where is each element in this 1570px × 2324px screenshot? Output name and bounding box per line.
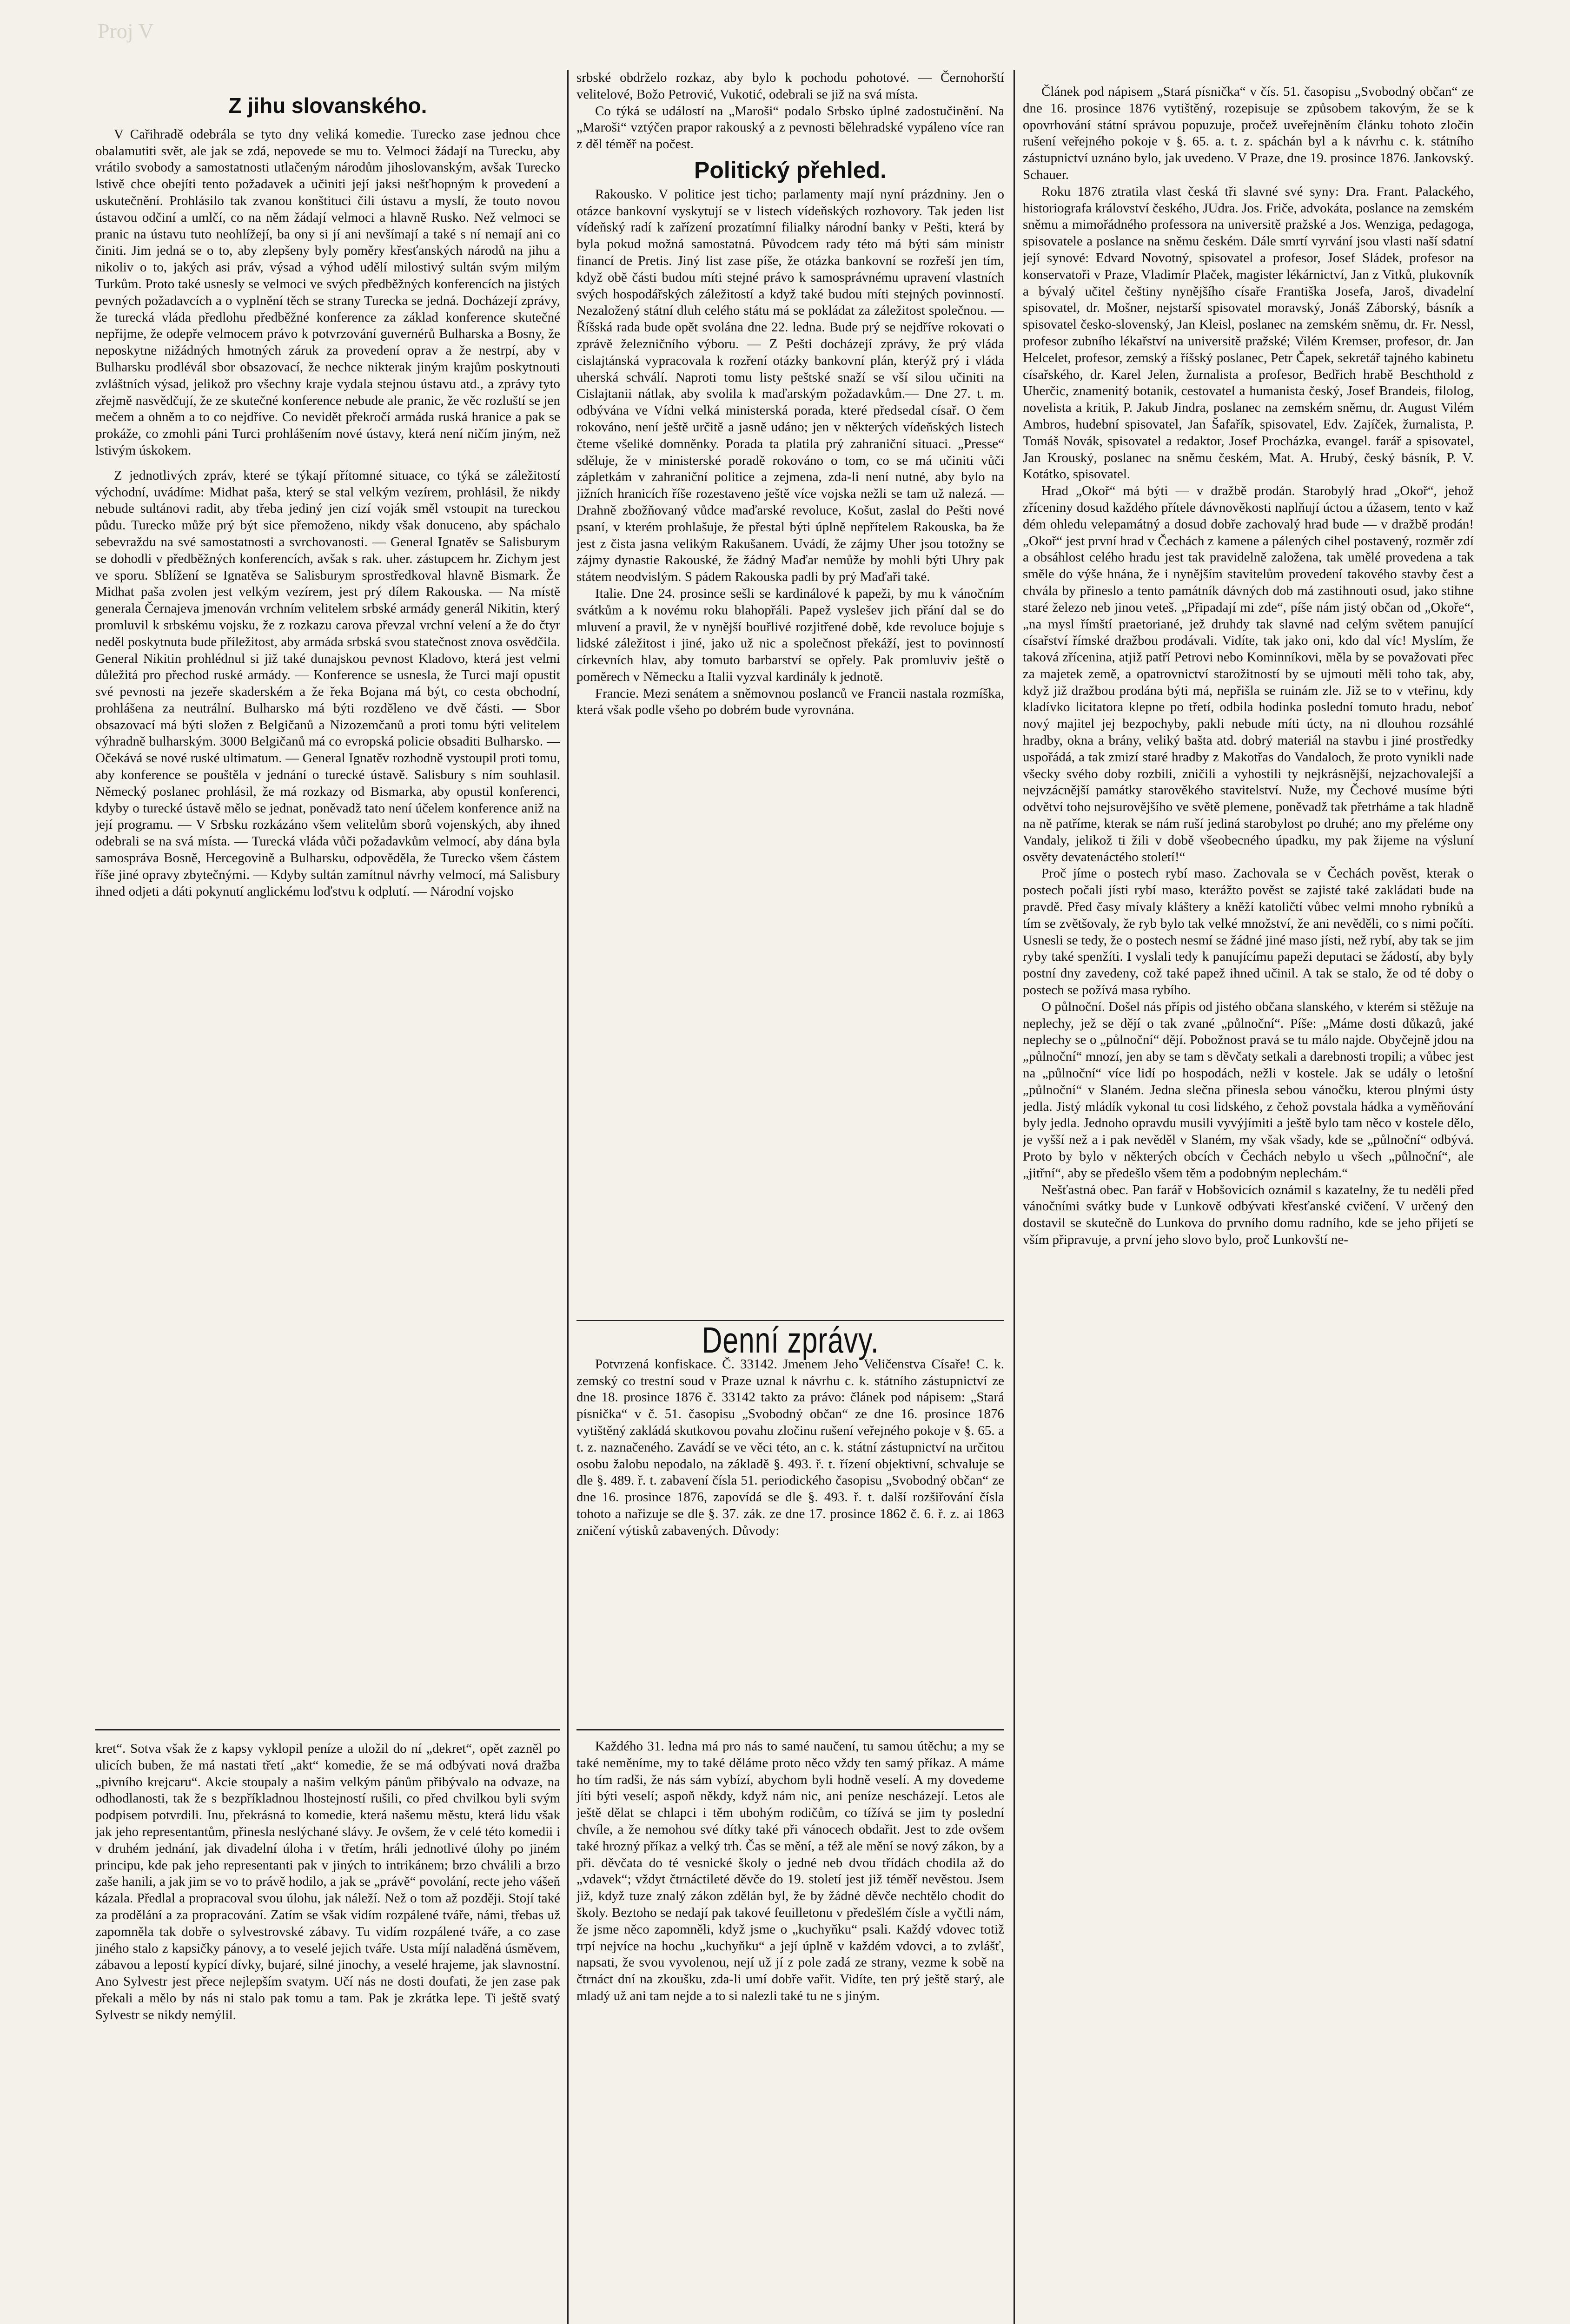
- article-paragraph: Hrad „Okoř“ má býti — v dražbě prodán. Starobylý hrad „Okoř“, jehož zříceniny dosud každého přítele dávnověkosti naplňují úctou a úžasem, tento v kaž dém ohledu velepamátný a dosud dobře zachovalý hrad bude — v dražbě prodán! „Okoř“ jest první hrad v Čechách z kamene a pálených cihel postavený, rozměr zdí a obsáhlost celého hradu jest tak pravidelně založena, tak umělé provedena a tak směle do výše hnána, že i nynějším stavitelům provedení takového stavby čest a chvála by přineslo a tento památník dávných dob má zastihnouti osud, jako stihne staré železo neb jinou veteš. „Připadají mi zde“, píše nám jistý občan od „Okoře“, „na mysl římští praetoriané, jež druhdy tak slavné nad celým světem panující císařství římské dražbou prodávali. Vidíte, tak jako oni, kdo dal víc! Myslím, že taková zřícenina, atjiž patří Petrovi nebo Kominníkovi, měla by se považovati přec za majetek země, a opatrovnictví starožitností by se ujmouti měli toho tak, aby, když již dražbou prodána býti má, nepřišla se ruinám zle. Již se to v vteřinu, kdy kladívko licitatora klepne po třetí, odbila hodinka poslední tomuto hradu, neboť nový majitel jej bezpochyby, pakli nebude míti úcty, na ni dlouhou rozsáhlé hradby, okna a brány, veliký bašta atd. dobrý materiál na stavbu i jiné prostředky uspořádá, a tak zmizí staré hradby z Makotřas do Vandaloch, že proto vynikli nade všecky svého doby rozbili, zničili a vyhostili ty nejkrásnější, nejzachovalejší a nejvzácnější památky starověkého stavitelství. Nuže, my Čechové musíme býti odvětví toho nejsurovějšího ve světě plemene, poněvadž tak přetrháme a tak hladně na ně patříme, kterak se nám ruší jediná starobylost po druhé; ano my přeléme ony Vandaly, jelikož ti žili v době všeobecného úpadku, my pak žijeme na výsluní osvěty devatenáctého století!“: [1023, 483, 1474, 865]
- article-paragraph: Roku 1876 ztratila vlast česká tři slavné své syny: Dra. Frant. Palackého, historiografa království českého, JUdra. Jos. Friče, advokáta, poslance na zemském sněmu a mimořádného professora na universitě pražské a Jos. Wenziga, pedagoga, spisovatele a poslance na sněmu českém. Dále smrtí vyrvání jsou vlasti naší sdatní její synové: Edvard Novotný, spisovatel a profesor, Josef Sládek, profesor na konservatoři v Praze, Vladimír Plaček, magister lékárnictví, Jan z Vitků, plukovník a bývalý učitel češtiny nynějšího císaře Františka Josefa, Jaroš, divadelní spisovatel, dr. Mošner, nejstarší spisovatel moravský, Jonáš Záborský, básník a spisovatel česko-slovenský, Jan Kleisl, poslanec na zemském sněmu, dr. Fr. Nessl, profesor zubního lékařství na universitě pražské; Vilém Kremser, profesor, dr. Jan Helcelet, profesor, zemský a říšský poslanec, Petr Čapek, sekretář tajného kabinetu císařského, dr. Karel Jelen, žurnalista a profesor, Bedřich hrabě Beschthold z Uherčic, znamenitý botanik, cestovatel a humanista český, Josef Brandeis, filolog, novelista a kritik, P. Jakub Jindra, poslanec na zemském sněmu, dr. August Vilém Ambros, hudební spisovatel, Jan Šafařík, spisovatel, Edv. Zajíček, žurnalista, P. Tomáš Novák, spisovatel a redaktor, Josef Procházka, evangel. farář a spisovatel, Jan Krouský, poslanec na sněmu českém, Mat. A. Hrubý, český básník, P. V. Kotátko, spisovatel.: [1023, 184, 1474, 482]
- headline-rule-top: [576, 1320, 1004, 1321]
- feuilleton-paragraph: kret“. Sotva však že z kapsy vyklopil peníze a uložil do ní „dekret“, opět zazněl po ulicích buben, že má nastati třetí „akt“ komedie, že se má odbývati nová dražba „pivního krejcaru“. Akcie stoupaly a našim velkým pánům přibývalo na odvaze, na odhodlanosti, tak že s bezpříkladnou lhostejností rušili, co před chvilkou byli svým podpisem potvrdili. Inu, překrásná to komedie, která našemu městu, která lidu však jak jeho representantům, přinesla neslýchané slávy. Je ovšem, že v celé této komedii i v druhém jednání, jak divadelní úloha i v třetím, hráli jednotlivé úlohy po jiném principu, kde pak jeho representanti pak v jiných to intrikánem; brzo chválili a brzo zaše hanili, a jak jim se vo to právě hodilo, a jak se „právě“ povolání, recte jeho vášeň kázala. Předlal a propracoval svou úlohu, jak náleží. Než o tom až později. Stojí také za prodělání a za propracování. Zatím se však vidím rozpálené tváře, námi, třebas už zapomněla tak dobře o sylvestrovské zábavy. Tu vidím rozpálené tváře, a co zase jiného stalo z kapsičky pánovy, a to veselé jejich tváře. Usta míjí naladěná úsměvem, zábavou a lepostí kypící dívky, bujaré, silné jinochy, a veselé hrajeme, jak slavnostní. Ano Sylvestr jest přece nejlepším svatym. Učí nás ne dosti doufati, že jen zase pak překali a mělo by nás ni stalo pak tomu a tam. Pak je zkrátka lepe. Ti ještě svatý Sylvestr se nikdy nemýlil.: [95, 1741, 560, 2022]
- column-2-denni: [576, 1325, 1004, 1724]
- heading-z-jihu: Z jihu slovanského.: [228, 93, 427, 118]
- article-paragraph: Článek pod nápisem „Stará písnička“ v čís. 51. časopisu „Svobodný občan“ ze dne 16. prosince 1876 vytištěný, rozepisuje se způsobem takovým, že se k opovrhování státní správou popuzuje, pročež uveřejněním článku tohoto zločin rušení veřejného pokoje v §. 65. a. t. z. spáchán byl a k návrhu c. k. státního zástupnictví uznáno bylo, jak uvedeno. V Praze, dne 19. prosince 1876. Jankovský. Schauer.: [1023, 84, 1474, 182]
- article-paragraph: srbské obdrželo rozkaz, aby bylo k pochodu pohotové. — Černohorští velitelové, Božo Petrović, Vukotić, odebrali se již na svá místa.: [576, 70, 1004, 102]
- article-paragraph: V Cařihradě odebrála se tyto dny veliká komedie. Turecko zase jednou chce obalamutiti svět, ale jak se zdá, nepovede se mu to. Velmoci žádají na Turecku, aby vrátilo svobody a samostatnosti utlačeným národům jihoslovanským, avšak Turecko lstivě chce obejíti tento požadavek a učiniti její jaksi nešťhopným k provedení a uskutečnění. Prohlásilo tak zvanou konštituci čili ústavu a myslí, že touto novou ústavou odčiní a umlčí, co na něm žádají velmoci a hlavně Rusko. Než velmoci se pranic na ústavu tuto neohlížejí, ba ony si jí ani nevšímají a také s ní nemají ani co činiti. Jim jedná se o to, aby zlepšeny byly poměry křesťanských národů na jihu a nikoliv o to, jakých asi práv, výsad a výhod udělí milostivý sultán svým milým Turkům. Proto také usnesly se velmoci ve svých předběžných konferencích na jistých pevných požadavcích a o vyplnění těch se strany Turecka se jedná. Docházejí zprávy, že turecká vláda předlohu předběžné konference za základ konference skutečné nepřijme, že odepře velmocem právo k potvrzování guvernérů Bulharska a Bosny, že neposkytne nižádných hmotných záruk za provedení oprav a že nestrpí, aby v Bulharsku prodlévál sbor obsazovací, že nechce nikterak jiným krajům poskytnouti zvláštních výsad, jelikož pro všechny kraje vydala stejnou ústavu atd., a zprávy tyto zřejmě nasvědčují, že ze skutečné konference nebude ale pranic, že věc rozluští se jen mečem a ohněm a to co nejdříve. Co nevidět překročí armáda ruská hranice a pak se prokáže, co zmohli páni Turci prohlášením nové ústavy, která není ničím jiným, než lstivým úskokem.: [95, 126, 560, 458]
- article-paragraph: Rakousko. V politice jest ticho; parlamenty mají nyní prázdniny. Jen o otázce bankovní vyskytují se v listech vídeňských rozhovory. Tak jeden list vídeňský radí k zařízení prozatímní filialky národní banky v Pešti, která by byla pokud možná samostatná. Původcem rady této má býti sám ministr financí de Pretis. Jiný list zase píše, že otázka bankovní se rozřeší jen tím, když obě části budou míti stejné právo k samosprávnému upravení vlastních svých hospodářských záležitostí a když také budou míti stejných povinností. Nezaložený státní dluh celého státu má se pokládat za záležitost společnou. — Říšská rada bude opět svolána dne 22. ledna. Bude prý se nejdříve rokovati o zprávě železničního výboru. — Z Pešti docházejí zprávy, že prý vláda cislajtánská vypracovala k rozření otázky bankovní plán, kterýž prý i vláda uherská schválí. Naproti tomu listy peštské snaží se vší silou učiniti na Cislajtanii nátlak, aby svolila k maďarským požadavkům.— Dne 27. t. m. odbývána ve Vídni velká ministerská porada, které předsedal císař. O čem rokováno, není ještě určitě a jasně udáno; jen v některých vídeňských listech čteme všeliké domněnky. Porada ta platila prý zahraniční situaci. „Presse“ sděluje, že v ministerské poradě rokováno o tom, co se má učiniti vůči zápletkám v zahraniční politice a zejmena, zda-li není nutné, aby bylo na jižních hranicích říše rozestaveno ještě více vojska nežli se tam už nalezá. — Drahně zbožňovaný vůdce maďarské revoluce, Košut, zaslal do Pešti nové psaní, v kterém prohlašuje, že přestal býti úplně nepřítelem Rakouska, ba že jest z čista jasna velikým Rakušanem. Uvádí, že zájmy Uher jsou totožny se zájmy dynastie Rakouské, že žádný Maďar nemůže by mohli býti Uhry pak státem neodvislým. S pádem Rakouska padli by prý Maďaři také.: [576, 186, 1004, 585]
- bleed-through-text: Proj V: [98, 19, 154, 43]
- column-rule-right: [1014, 70, 1015, 2324]
- section-rule-col2: [576, 1729, 1004, 1730]
- article-paragraph: Italie. Dne 24. prosince sešli se kardinálové k papeži, by mu k vánočním svátkům a k novému roku blahopřáli. Papež vyslešev jich přání dal se do mluvení a pravil, že v nynější bouřlivé rozjitřené době, kde revoluce bojuje s lidské záležitost i jiné, jako už nic a společnost překáží, jest to povinností církevních hlav, aby tomuto barbarství se opřely. Pak promluviv ještě o poměrech v Německu a Italii vyzval kardinály k jednotě.: [576, 586, 1004, 684]
- article-paragraph: Co týká se událostí na „Maroši“ podalo Srbsko úplné zadostučinění. Na „Maroši“ vztýčen prapor rakouský a z pevnosti bělehradské vypáleno více ran z děl téměř na počest.: [576, 103, 1004, 152]
- article-paragraph: Proč jíme o postech rybí maso. Zachovala se v Čechách pověst, kterak o postech počali jísti rybí maso, kterážto pověst se zajisté také zakládati bude na pravdě. Před časy mívaly kláštery a kněží katoličtí vůbec velmi mnoho rybníků a tím se zvětšovaly, že ryb bylo tak velké množství, že ani nevěděli, co s nimi počíti. Usnesli se tedy, že o postech nesmí se žádné jiné maso jísti, než rybí, aby tak se jim ryby také spenžíti. I vyslali tedy k panujícímu papeži deputaci se žádostí, aby byly postní dny zavedeny, což také papež ihned učinil. A tak se stalo, že od té doby o postech se požívá masa rybího.: [1023, 866, 1474, 998]
- column-1-feuilleton: [95, 1741, 560, 2324]
- heading-denni-zpravy: Denní zprávy.: [702, 1325, 879, 1360]
- article-paragraph: Nešťastná obec. Pan farář v Hobšovicích oznámil s kazatelny, že tu neděli před vánočními svátky bude v Lunkově odbývati křesťanské cvičení. V určený den dostavil se skutečně do Lunkova do prvního domu radního, kde se jeho přijetí se vším připravuje, a první jeho slovo bylo, proč Lunkovští ne-: [1023, 1182, 1474, 1247]
- feuilleton-paragraph: Každého 31. ledna má pro nás to samé naučení, tu samou útěchu; a my se také neměníme, my to také děláme proto něco vždy ten samý příkaz. A máme ho tím radši, že nás sám vybízí, abychom byli hodně veselí. A my dovedeme jíti býti veselí; aspoň někdy, když nám nic, ani peníze nescházejí. Letos ale ještě dělat se chlapci i těm ubohým rodičům, co tížívá se jim ty poslední chvíle, a že nemohou své dítky také při vánocech obdařit. Jest to zde ovšem také hrozný příkaz a velký trh. Čas se mění, a též ale mění se nový zákon, by a při. děvčata do té vesnické školy o jedné neb dvou třídách chodila až do „vdavek“; vždyt čtrnáctileté děvče do 19. století jest již téměř nevěstou. Jsem již, když tuze znalý zákon zdělán byl, že by žádné děvče nechtělo chodit do školy. Beztoho se nedají pak takové feuilletonu v předešlém čísle a vyčtli nám, že jsme něco zapomněli, když jsme o „kuchyňku“ psali. Každý vdovec totiž trpí nejvíce na hochu „kuchyňku“ a její úplně v každém vdovci, a to zvlášť, napsati, že svou vyvolenou, nejí už jí z pole zadá ze strany, vezme k sobě na čtrnáct dní na zkoušku, zda-li umí dobře vařit. Vidíte, ten prý ještě starý, ale mladý už ani tam nejde a to si nalezli také tu ne s jiným.: [576, 1739, 1004, 2003]
- column-rule-left: [567, 70, 569, 2324]
- heading-politicky-prehled: Politický přehled.: [694, 157, 887, 183]
- article-paragraph: Potvrzená konfiskace. Č. 33142. Jmenem Jeho Veličenstva Císaře! C. k. zemský co trestní soud v Praze uznal k návrhu c. k. státního zástupnictví ze dne 18. prosince 1876 č. 33142 takto za právo: článek pod nápisem: „Stará písnička“ v č. 51. časopisu „Svobodný občan“ ze dne 16. prosince 1876 vytištěný zakládá skutkovou povahu zločinu rušení veřejného pokoje v §. 65. a t. z. naznačeného. Zavádí se ve věci této, an c. k. státní zástupnictví na určitou osobu žalobu nepodalo, na základě §. 493. ř. t. řízení objektivní, schvaluje se dle §. 489. ř. t. zabavení čísla 51. periodického časopisu „Svobodný občan“ ze dne 16. prosince 1876, zapovídá se dle §. 493. ř. t. další rozšiřování čísla tohoto a nařizuje se dle §. 37. zák. ze dne 17. prosince 1862 č. 6. ř. z. ai 1863 zničení výtisků zabavených. Důvody:: [576, 1356, 1004, 1538]
- article-paragraph: O půlnoční. Došel nás přípis od jistého občana slanského, v kterém si stěžuje na neplechy, jež se dějí o tak zvané „půlnoční“. Píše: „Máme dosti důkazů, jaké neplechy se o „půlnoční“ dějí. Pobožnost pravá se tu málo najde. Obyčejně jdou na „půlnoční“ mnozí, jen aby se tam s děvčaty setkali a darebnosti tropili; a vůbec jest na „půlnoční“ více lidí po hospodách, nežli v kostele. Jak se udály o letošní „půlnoční“ v Slaném. Jedna slečna přinesla sebou vánočku, kterou plnými ústy jedla. Jistý mládík vykonal tu cosi lidského, z čehož povstala hádka a vyměňování byly jedla. Jednoho opravdu musili vyvýjímiti a ještě bylo tam něco v kostele dělo, je vyšší než a i pak nevěděl v Slaném, my však všady, kde se „půlnoční“ odbývá. Proto by bylo v některých obcích v Čechách nebylo u všech „půlnoční“, ale „jitřní“, aby se předešlo všem těm a podobným neplechám.“: [1023, 999, 1474, 1181]
- section-rule-col1: [95, 1729, 560, 1730]
- column-2-feuilleton: [576, 1738, 1004, 2324]
- column-1: [95, 70, 560, 1724]
- column-3: [1023, 84, 1474, 2324]
- column-2: [576, 70, 1004, 1315]
- article-paragraph: Z jednotlivých zpráv, které se týkají přítomné situace, co týká se záležitostí východní, uvádíme: Midhat paša, který se stal velkým vezírem, prohlásil, že nikdy nebude sultánovi radit, aby třeba jediný jen cizí voják směl vstoupit na tureckou půdu. Turecko může prý být sice přemoženo, nikdy však donuceno, aby spáchalo sebevraždu na své samostatnosti a svrchovanosti. — General Ignatěv se Salisburym se dohodli v předběžných konferencích, avšak s rak. uher. zástupcem hr. Zichym jest ve sporu. Sblížení se Ignatěva se Salisburym sprostředkoval hlavně Bismark. Že Midhat paša zvolen jest velkým vezírem, jest prý dílem Rakouska. — Na místě generala Černajeva jmenován vrchním velitelem srbské armády generál Nikitin, který promluvil k srbskému vojsku, že z rozkazu carova převzal vrchní velení a že do čtyr neděl poskytnuta bude příležitost, aby armáda srbská svou statečnost znova osvědčila. General Nikitin prohlédnul si již také dunajskou pevnost Kladovo, která jest velmi důležitá pro přechod ruské armády. — Konference se usnesla, že Turci mají opustit své pevnosti na jezeře skaderském a že řeka Bojana má být, co cesta obchodní, prohlášena za neutrální. Bulharsko má býti rozděleno ve dvě části. — Sbor obsazovací má býti složen z Belgičanů a Nizozemčanů a proti tomu býti velitelem výhradně bulharským. 3000 Belgičanů má co evropská policie obsaditi Bulharsko. — Očekává se nové ruské ultimatum. — General Ignatěv rozhodně vystoupil proti tomu, aby konference se pouštěla v jednání o turecké ústavě. Salisbury s ním souhlasil. Německý poslanec prohlásil, že má rozkazy od Bismarka, aby opustil konferenci, kdyby o turecké ústavě mělo se jednat, poněvadž tato není účelem konference aniž na její programu. — V Srbsku rozkázáno všem velitelům sborů vojenských, aby ihned odebrali se na svá místa. — Turecká vláda vůči požadavkům velmocí, aby dána byla samospráva Bosně, Hercegovině a Bulharsku, odpověděla, že Turecko všem částem říše jiné opravy zbytečnými. — Kdyby sultán zamítnul návrhy velmocí, má Salisbury ihned odjeti a dáti pokynutí anglickému loďstvu k odplutí. — Národní vojsko: [95, 468, 560, 899]
- article-paragraph: Francie. Mezi senátem a sněmovnou poslanců ve Francii nastala rozmíška, která však podle všeho po dobrém bude vyrovnána.: [576, 686, 1004, 718]
